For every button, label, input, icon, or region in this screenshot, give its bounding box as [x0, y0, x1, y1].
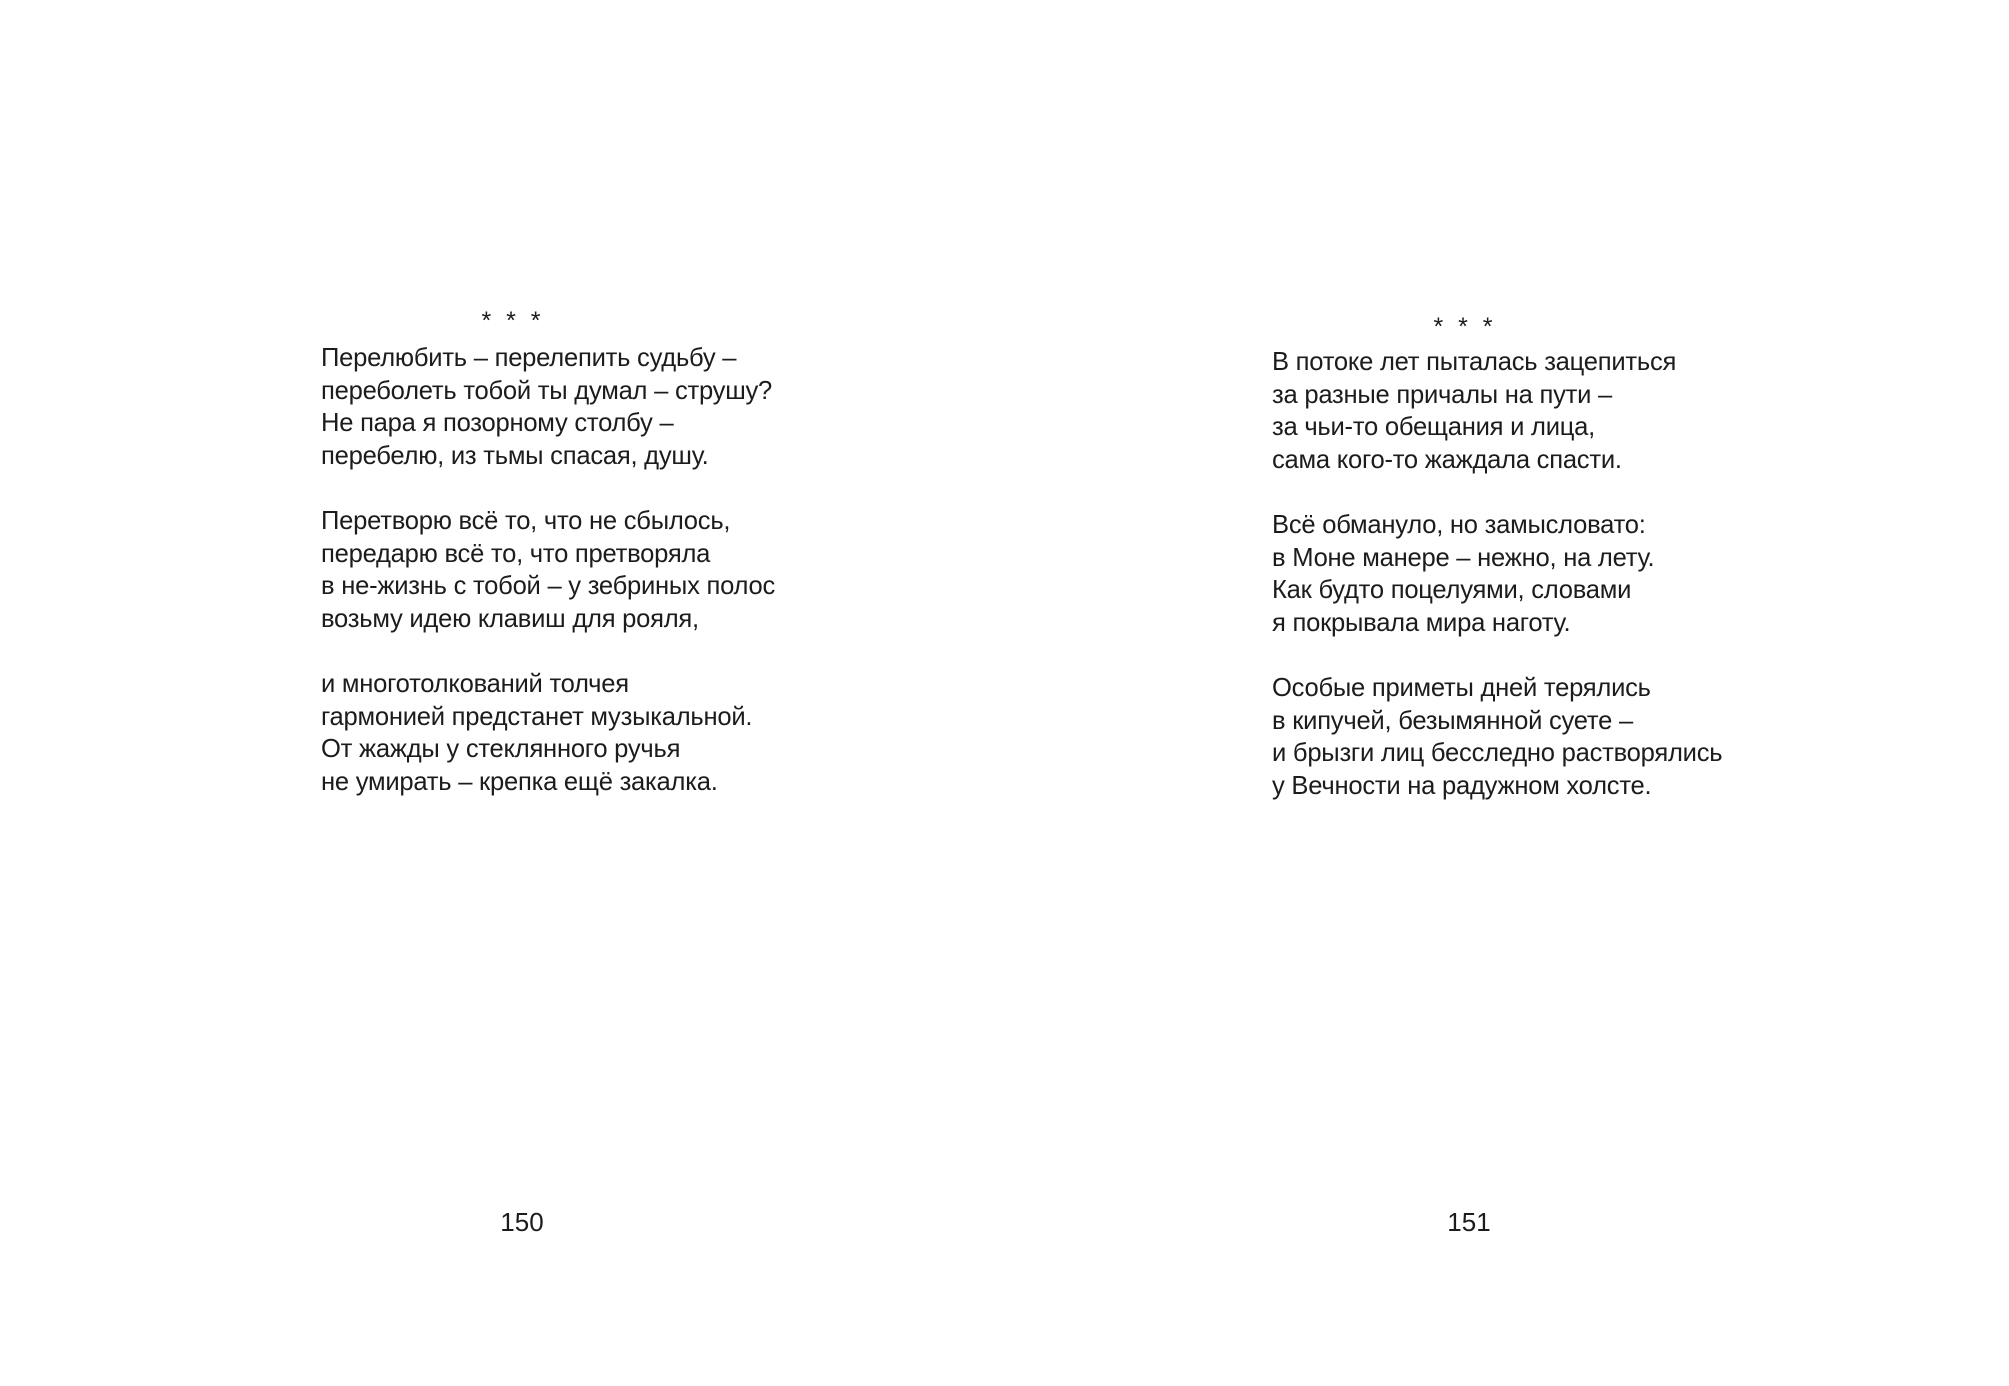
- poem-line: сама кого-то жаждала спасти.: [1272, 445, 1622, 474]
- poem-line: у Вечности на радужном холсте.: [1272, 771, 1652, 800]
- stanza: [321, 668, 775, 798]
- poem-line: и многотолкований толчея: [321, 669, 629, 698]
- poem-line: перебелю, из тьмы спасая, душу.: [321, 441, 709, 470]
- poem-line: От жажды у стеклянного ручья: [321, 735, 681, 764]
- poem-line: передарю всё то, что претворяла: [321, 539, 711, 568]
- poem-line: я покрывала мира наготу.: [1272, 608, 1571, 637]
- page-number: 150: [500, 1207, 544, 1237]
- poem-left: [321, 342, 775, 798]
- poem-line: переболеть тобой ты думал – струшу?: [321, 376, 773, 405]
- stanza: [321, 342, 775, 472]
- poem-separator: * * *: [481, 307, 545, 335]
- poem-line: Перетворю всё то, что не сбылось,: [321, 506, 731, 535]
- poem-line: возьму идею клавиш для рояля,: [321, 604, 699, 633]
- poem-line: за чьи-то обещания и лица,: [1272, 413, 1596, 442]
- poem-line: в Моне манере – нежно, на лету.: [1272, 543, 1655, 572]
- left-page: [0, 0, 1004, 1386]
- poem-line: Перелюбить – перелепить судьбу –: [321, 344, 737, 372]
- poem-right: [1272, 346, 1722, 802]
- poem-line: гармонией предстанет музыкальной.: [321, 702, 753, 731]
- poem-line: Особые приметы дней терялись: [1272, 673, 1651, 702]
- right-page: [1004, 0, 2009, 1386]
- poem-line: не умирать – крепка ещё закалка.: [321, 767, 718, 796]
- poem-line: Как будто поцелуями, словами: [1272, 576, 1632, 605]
- poem-line: В потоке лет пыталась зацепиться: [1272, 348, 1677, 376]
- poem-line: в кипучей, безымянной суете –: [1272, 706, 1633, 735]
- poem-line: Не пара я позорному столбу –: [321, 409, 674, 438]
- stanza: [1272, 672, 1722, 802]
- poem-line: в не-жизнь с тобой – у зебриных полос: [321, 572, 776, 601]
- poem-line: за разные причалы на пути –: [1272, 380, 1613, 409]
- stanza: [1272, 346, 1722, 476]
- poem-separator: * * *: [1433, 313, 1497, 341]
- stanza: [321, 505, 775, 635]
- page-number: 151: [1447, 1207, 1491, 1237]
- stanza: [1272, 509, 1722, 639]
- poem-line: и брызги лиц бесследно растворялись: [1272, 739, 1723, 768]
- poem-line: Всё обмануло, но замысловато:: [1272, 510, 1646, 539]
